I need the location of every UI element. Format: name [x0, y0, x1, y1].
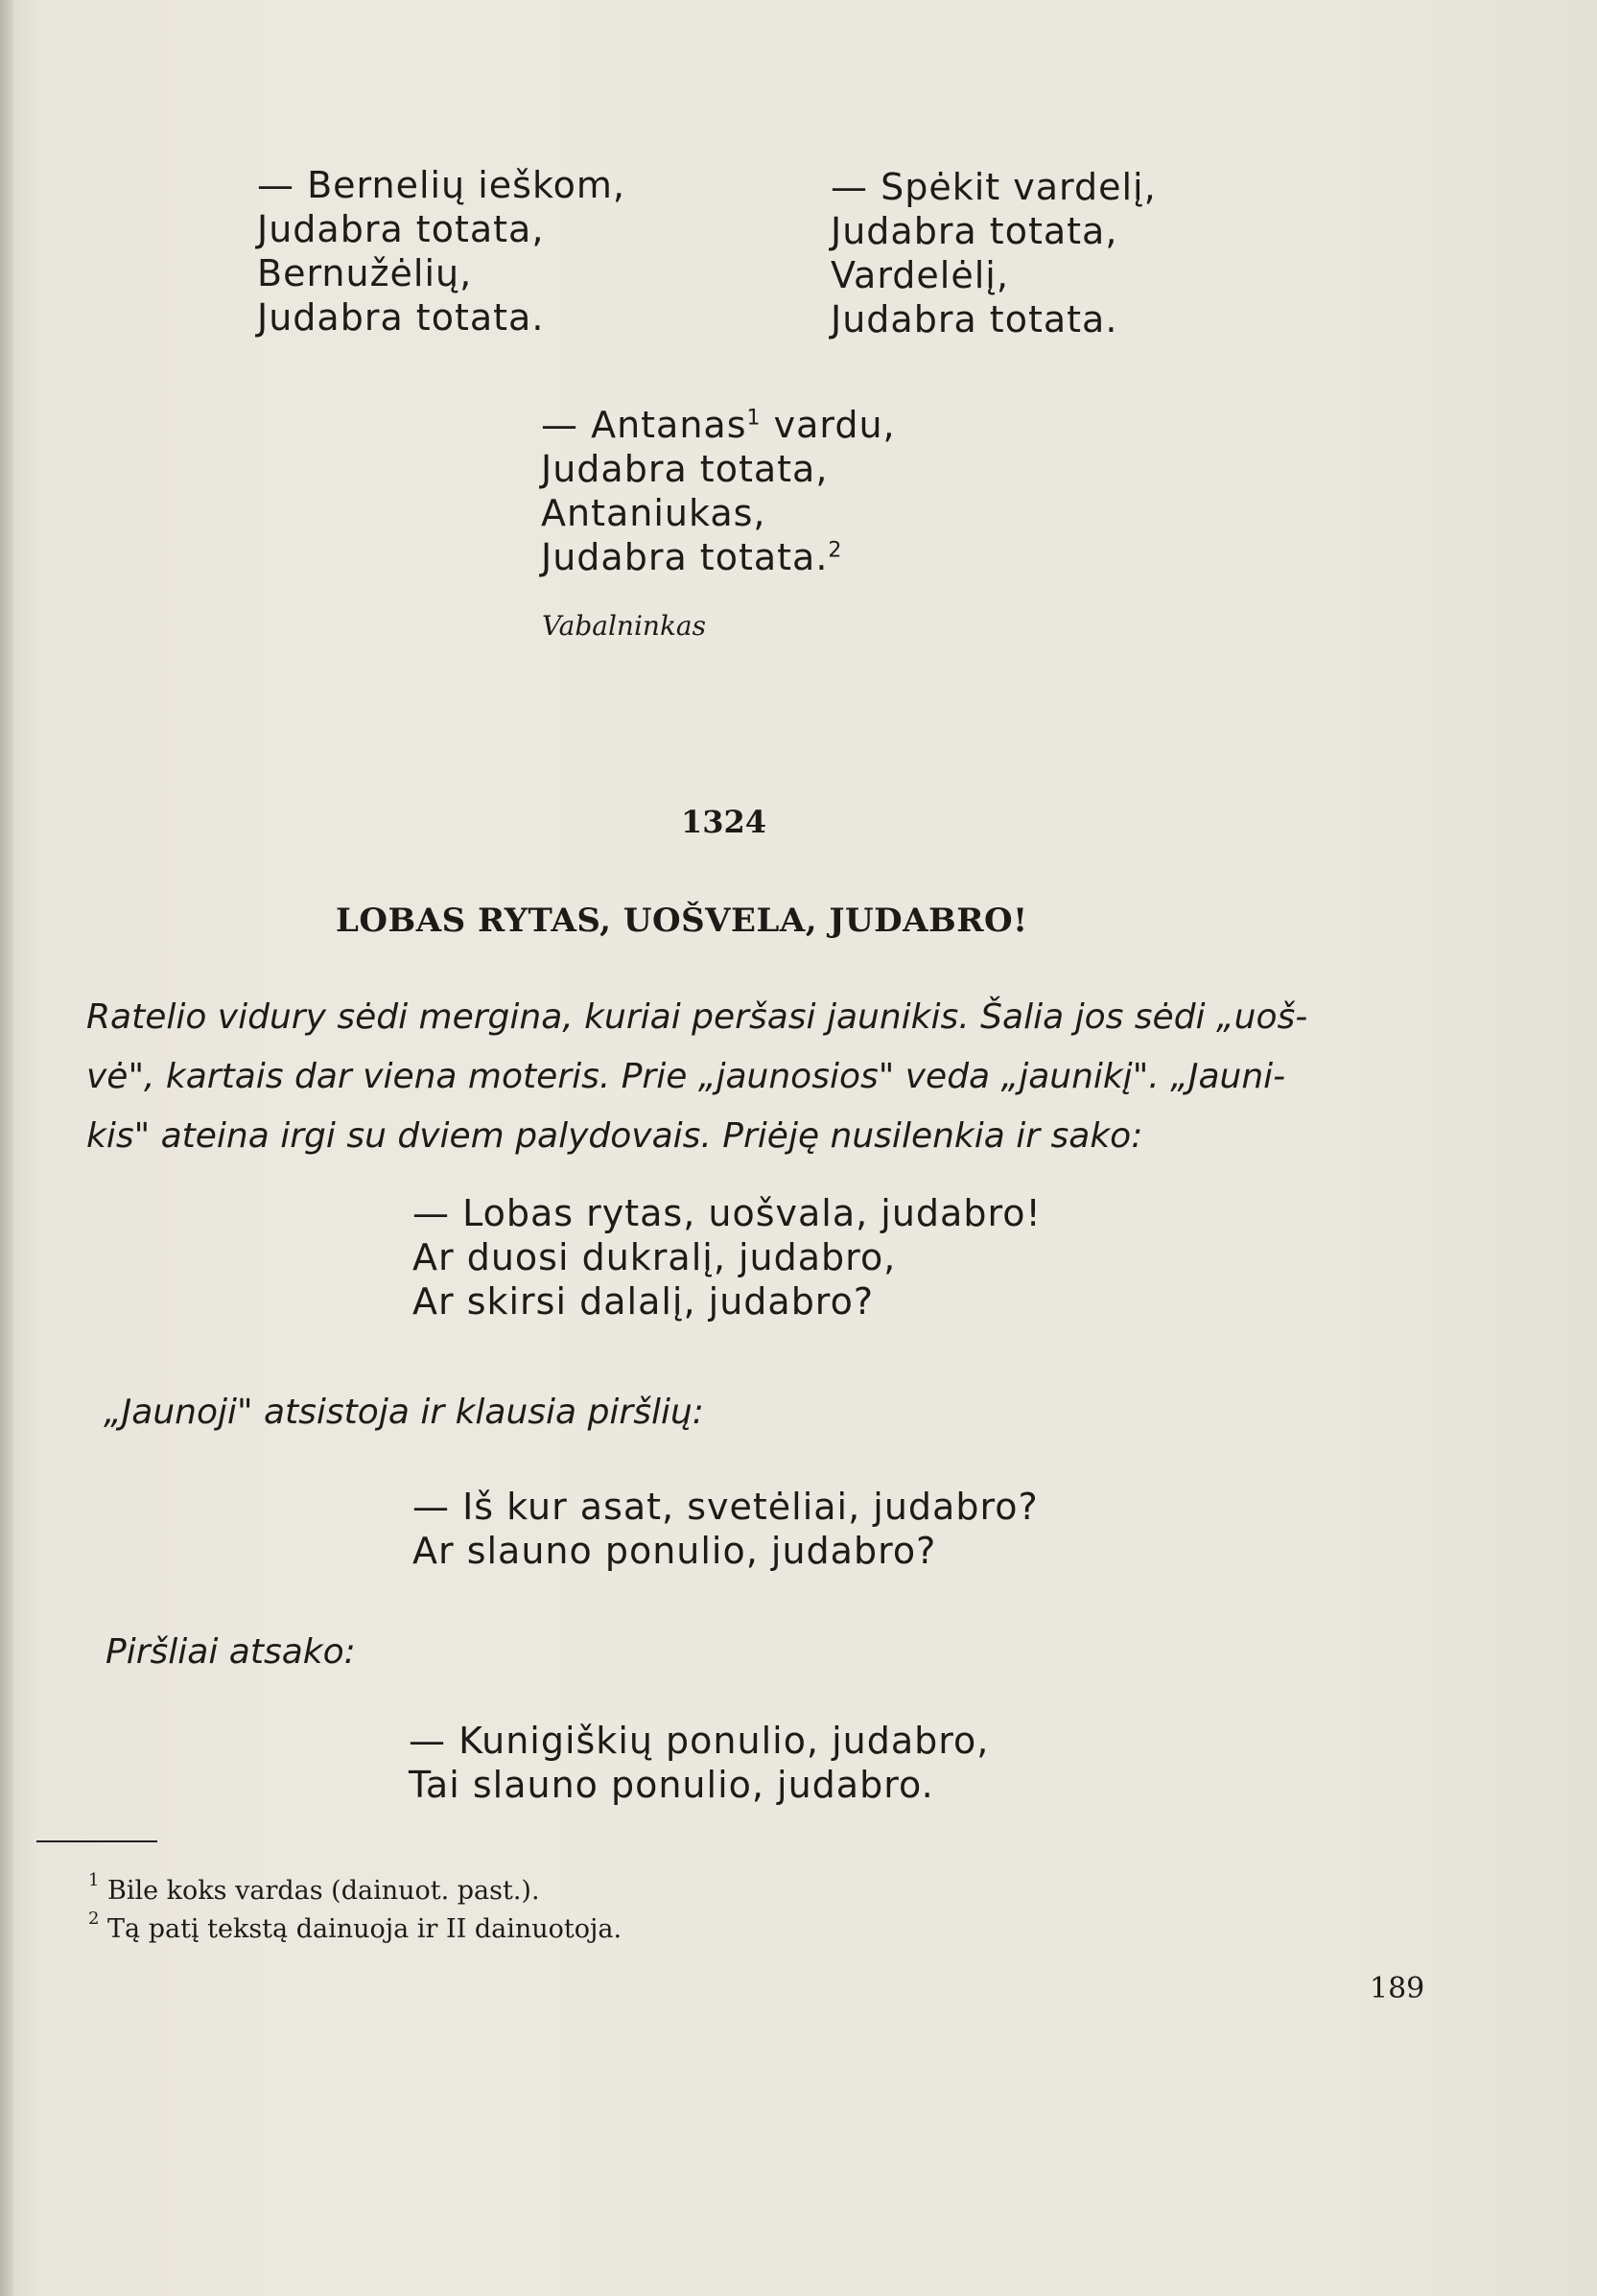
verse-block-3	[409, 1719, 989, 1807]
verse-line: — Kunigiškių ponulio, judabro,	[409, 1720, 990, 1762]
song-description	[86, 988, 1307, 1166]
footnote-text: Tą patį tekstą dainuoja ir II dainuotoja.	[107, 1914, 622, 1944]
verse-line: Antaniukas,	[541, 492, 766, 534]
footnote-ref: 1	[746, 406, 762, 431]
verse-block-2	[412, 1485, 1039, 1573]
description-line: vė", kartais dar viena moteris. Prie „jaunosios" veda „jaunikį". „Jauni-	[86, 1057, 1286, 1096]
footnote	[88, 1870, 540, 1906]
page-gutter	[0, 0, 13, 2296]
verse-line: Vardelėlį,	[831, 254, 1009, 296]
verse-line: — Spėkit vardelį,	[831, 166, 1157, 208]
left-stanza	[257, 163, 625, 340]
description-line: kis" ateina irgi su dviem palydovais. Priėję nusilenkia ir sako:	[86, 1116, 1143, 1156]
stage-direction: „Jaunoji" atsistoja ir klausia piršlių:	[104, 1393, 704, 1432]
verse-line: Judabra totata,	[257, 208, 545, 250]
right-stanza	[831, 165, 1157, 341]
footnote-ref: 2	[828, 538, 843, 563]
verse-line: Judabra totata,	[831, 210, 1118, 252]
verse-line	[541, 535, 896, 579]
verse-line: Judabra totata.	[831, 298, 1118, 340]
song-number: 1324	[681, 804, 767, 840]
verse-text: Judabra totata.	[541, 536, 829, 578]
footnote-text: Bile koks vardas (dainuot. past.).	[107, 1876, 540, 1906]
verse-line: Judabra totata,	[541, 448, 829, 490]
page-number: 189	[1370, 1972, 1425, 2005]
verse-line: Tai slauno ponulio, judabro.	[409, 1764, 934, 1806]
verse-line: Bernužėlių,	[257, 252, 473, 294]
verse-line	[541, 403, 896, 447]
verse-line: Judabra totata.	[257, 296, 545, 339]
verse-text: — Antanas	[541, 404, 747, 446]
verse-text: vardu,	[761, 404, 896, 446]
footnote	[88, 1909, 622, 1944]
place-name: Vabalninkas	[542, 610, 706, 642]
verse-line: Ar duosi dukralį, judabro,	[412, 1236, 897, 1278]
verse-line: — Bernelių ieškom,	[257, 164, 625, 206]
verse-line: — Iš kur asat, svetėliai, judabro?	[412, 1486, 1039, 1528]
footnote-mark: 2	[88, 1909, 100, 1929]
verse-line: — Lobas rytas, uošvala, judabro!	[412, 1192, 1042, 1234]
center-stanza	[541, 403, 896, 579]
verse-line: Ar skirsi dalalį, judabro?	[412, 1280, 875, 1323]
verse-block-1	[412, 1191, 1042, 1324]
description-line: Ratelio vidury sėdi mergina, kuriai peršasi jaunikis. Šalia jos sėdi „uoš-	[86, 997, 1308, 1037]
footnote-mark: 1	[88, 1870, 100, 1890]
song-title: LOBAS RYTAS, UOŠVELA, JUDABRO!	[336, 902, 1028, 940]
footnote-divider	[36, 1840, 157, 1842]
verse-line: Ar slauno ponulio, judabro?	[412, 1530, 937, 1572]
stage-direction: Piršliai atsako:	[106, 1632, 356, 1672]
